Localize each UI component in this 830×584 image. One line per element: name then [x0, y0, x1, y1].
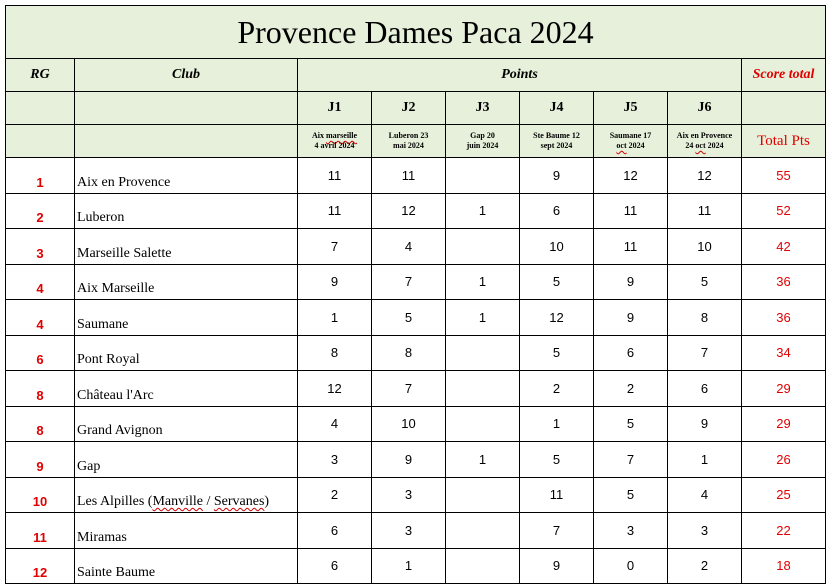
header-j4: J4	[520, 92, 594, 125]
rank-cell: 8	[6, 406, 75, 442]
club-cell: Sainte Baume	[75, 548, 298, 584]
points-cell-j5: 11	[594, 229, 668, 265]
total-cell: 55	[742, 158, 826, 194]
points-cell-j2: 12	[372, 193, 446, 229]
points-cell-j4: 9	[520, 548, 594, 584]
page-title: Provence Dames Paca 2024	[6, 6, 826, 59]
points-cell-j5: 9	[594, 264, 668, 300]
table-row	[6, 477, 826, 513]
header-j1-date	[298, 125, 372, 158]
table-body	[6, 6, 826, 158]
standings-table	[5, 5, 826, 584]
points-cell-j3	[446, 477, 520, 513]
points-cell-j6: 7	[668, 335, 742, 371]
j1-date: 4 avril 2024	[314, 141, 355, 150]
table-row	[6, 193, 826, 229]
header-score-total: Score total	[742, 59, 826, 92]
points-cell-j3: 1	[446, 193, 520, 229]
total-cell: 52	[742, 193, 826, 229]
table-row	[6, 335, 826, 371]
standings-sheet	[5, 5, 826, 584]
header-j3-date	[446, 125, 520, 158]
points-cell-j3	[446, 406, 520, 442]
club-cell: Grand Avignon	[75, 406, 298, 442]
points-cell-j4: 6	[520, 193, 594, 229]
club-cell: Saumane	[75, 300, 298, 336]
points-cell-j2: 10	[372, 406, 446, 442]
points-cell-j6: 6	[668, 371, 742, 407]
points-cell-j2: 7	[372, 371, 446, 407]
points-cell-j2: 1	[372, 548, 446, 584]
points-cell-j2: 11	[372, 158, 446, 194]
points-cell-j4: 11	[520, 477, 594, 513]
points-cell-j6: 3	[668, 513, 742, 549]
header-points: Points	[298, 59, 742, 92]
points-cell-j1: 11	[298, 158, 372, 194]
points-cell-j6: 9	[668, 406, 742, 442]
total-cell: 42	[742, 229, 826, 265]
points-cell-j2: 8	[372, 335, 446, 371]
points-cell-j4: 5	[520, 264, 594, 300]
points-cell-j4: 5	[520, 335, 594, 371]
rank-cell: 11	[6, 513, 75, 549]
points-cell-j6: 10	[668, 229, 742, 265]
total-cell: 36	[742, 264, 826, 300]
points-cell-j4: 10	[520, 229, 594, 265]
club-cell: Les Alpilles (Manville / Servanes)	[75, 477, 298, 513]
club-cell: Château l'Arc	[75, 371, 298, 407]
points-cell-j3: 1	[446, 300, 520, 336]
points-cell-j1: 4	[298, 406, 372, 442]
total-cell: 18	[742, 548, 826, 584]
points-cell-j5: 3	[594, 513, 668, 549]
points-cell-j5: 0	[594, 548, 668, 584]
points-cell-j6: 4	[668, 477, 742, 513]
points-cell-j4: 7	[520, 513, 594, 549]
standings-rows	[6, 158, 826, 584]
table-row	[6, 371, 826, 407]
points-cell-j5: 5	[594, 477, 668, 513]
points-cell-j3	[446, 158, 520, 194]
points-cell-j1: 12	[298, 371, 372, 407]
points-cell-j5: 7	[594, 442, 668, 478]
j4-venue: Ste Baume 12	[533, 131, 580, 140]
points-cell-j5: 9	[594, 300, 668, 336]
points-cell-j5: 6	[594, 335, 668, 371]
rank-cell: 12	[6, 548, 75, 584]
points-cell-j6: 11	[668, 193, 742, 229]
points-cell-j2: 3	[372, 513, 446, 549]
points-cell-j4: 1	[520, 406, 594, 442]
j6-venue: Aix en Provence	[676, 131, 733, 140]
points-cell-j2: 4	[372, 229, 446, 265]
header-total-pts: Total Pts	[742, 125, 826, 158]
points-cell-j2: 3	[372, 477, 446, 513]
header-blank-club-2	[75, 125, 298, 158]
points-cell-j1: 11	[298, 193, 372, 229]
points-cell-j2: 7	[372, 264, 446, 300]
header-rg: RG	[6, 59, 75, 92]
points-cell-j3: 1	[446, 442, 520, 478]
club-cell: Aix Marseille	[75, 264, 298, 300]
j5-venue: Saumane 17	[609, 131, 652, 140]
table-row	[6, 264, 826, 300]
rank-cell: 8	[6, 371, 75, 407]
points-cell-j5: 12	[594, 158, 668, 194]
club-cell: Pont Royal	[75, 335, 298, 371]
total-cell: 26	[742, 442, 826, 478]
points-cell-j1: 6	[298, 513, 372, 549]
header-j4-date	[520, 125, 594, 158]
total-cell: 29	[742, 406, 826, 442]
club-cell: Luberon	[75, 193, 298, 229]
j3-venue: Gap 20	[470, 131, 495, 140]
j6-date: 24 oct 2024	[685, 141, 724, 150]
j3-date: juin 2024	[466, 141, 499, 150]
j1-venue: Aix marseille	[311, 131, 358, 140]
points-cell-j6: 12	[668, 158, 742, 194]
points-cell-j3	[446, 548, 520, 584]
j4-date: sept 2024	[540, 141, 573, 150]
total-cell: 25	[742, 477, 826, 513]
rank-cell: 9	[6, 442, 75, 478]
rank-cell: 4	[6, 264, 75, 300]
points-cell-j5: 5	[594, 406, 668, 442]
j2-date: mai 2024	[393, 141, 424, 150]
rank-cell: 6	[6, 335, 75, 371]
header-blank-rg-2	[6, 125, 75, 158]
points-cell-j4: 2	[520, 371, 594, 407]
points-cell-j1: 7	[298, 229, 372, 265]
points-cell-j2: 5	[372, 300, 446, 336]
header-j5-date	[594, 125, 668, 158]
points-cell-j1: 3	[298, 442, 372, 478]
total-cell: 34	[742, 335, 826, 371]
points-cell-j5: 11	[594, 193, 668, 229]
points-cell-j2: 9	[372, 442, 446, 478]
points-cell-j3: 1	[446, 264, 520, 300]
table-row	[6, 158, 826, 194]
header-j1: J1	[298, 92, 372, 125]
header-j6: J6	[668, 92, 742, 125]
points-cell-j4: 12	[520, 300, 594, 336]
rank-cell: 3	[6, 229, 75, 265]
total-cell: 22	[742, 513, 826, 549]
header-j5: J5	[594, 92, 668, 125]
points-cell-j3	[446, 335, 520, 371]
table-row	[6, 442, 826, 478]
points-cell-j1: 2	[298, 477, 372, 513]
j2-venue: Luberon 23	[388, 131, 429, 140]
table-row	[6, 548, 826, 584]
points-cell-j4: 9	[520, 158, 594, 194]
points-cell-j1: 6	[298, 548, 372, 584]
club-cell: Aix en Provence	[75, 158, 298, 194]
points-cell-j3	[446, 371, 520, 407]
table-row	[6, 229, 826, 265]
rank-cell: 4	[6, 300, 75, 336]
points-cell-j1: 9	[298, 264, 372, 300]
points-cell-j3	[446, 513, 520, 549]
points-cell-j3	[446, 229, 520, 265]
j5-date: oct 2024	[616, 141, 645, 150]
points-cell-j6: 5	[668, 264, 742, 300]
points-cell-j6: 2	[668, 548, 742, 584]
table-row	[6, 513, 826, 549]
rank-cell: 2	[6, 193, 75, 229]
points-cell-j4: 5	[520, 442, 594, 478]
header-blank-total	[742, 92, 826, 125]
club-cell: Gap	[75, 442, 298, 478]
club-cell: Miramas	[75, 513, 298, 549]
total-cell: 29	[742, 371, 826, 407]
header-j3: J3	[446, 92, 520, 125]
points-cell-j1: 8	[298, 335, 372, 371]
total-cell: 36	[742, 300, 826, 336]
rank-cell: 1	[6, 158, 75, 194]
header-j2-date	[372, 125, 446, 158]
points-cell-j6: 1	[668, 442, 742, 478]
points-cell-j5: 2	[594, 371, 668, 407]
table-row	[6, 300, 826, 336]
header-club: Club	[75, 59, 298, 92]
header-j2: J2	[372, 92, 446, 125]
rank-cell: 10	[6, 477, 75, 513]
table-row	[6, 406, 826, 442]
club-cell: Marseille Salette	[75, 229, 298, 265]
points-cell-j6: 8	[668, 300, 742, 336]
points-cell-j1: 1	[298, 300, 372, 336]
header-blank-club	[75, 92, 298, 125]
header-blank-rg	[6, 92, 75, 125]
header-j6-date	[668, 125, 742, 158]
